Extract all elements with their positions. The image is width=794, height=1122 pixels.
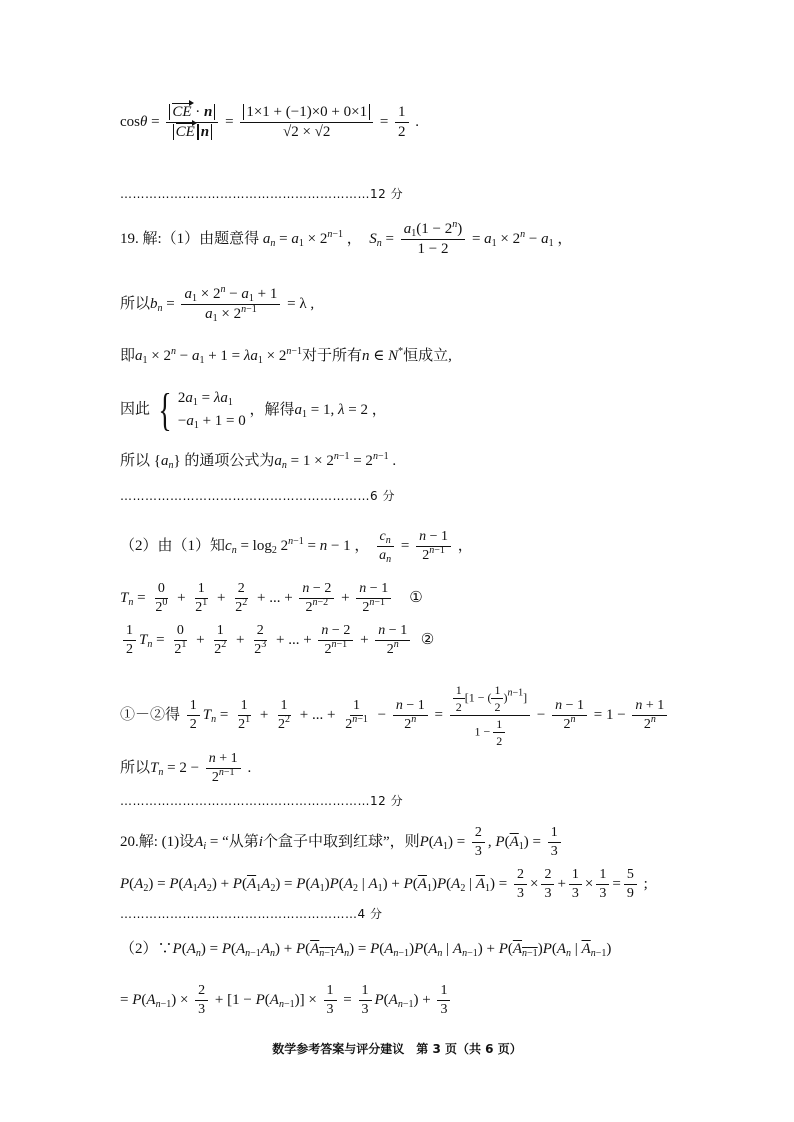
- so-general-a: 所以 {: [120, 453, 161, 469]
- score-12-b: ……………………………………………………12 分: [120, 794, 404, 808]
- q20-p2-line: $(2)\because P(A_n) = P(A_{n-1}A_n) + P(A_{n-1}A_n) = P(A_{n-1})P(A_n$ | $A_{n-1}) + P(A_{n-1})P(A_n$ | $\overline{A}_{n-1}$): [120, 941, 612, 959]
- q19-line1: 19. 解:（1）由题意得 $a_n = a_1 \times 2^{n-1}$ ， $S_n$ = $\frac{a_1(1 - 2^n)}{1 - 2}$ = $a_1 \times 2^n - a_1$ ，: [120, 219, 573, 257]
- q20-head: 20.解: (1)设: [120, 833, 195, 850]
- half-tn-line: $\frac{1}{2}$ $T_n$ = $\frac{0}{2^1}$ + $\frac{1}{2^2}$ + $\frac{2}{2^3}$ + ... + $\frac{n - 2}{2^{n-1}}$ + $\frac{n - 1}{2^n}$ ②: [120, 624, 434, 657]
- score-6: ……………………………………………………6 分: [120, 489, 395, 503]
- subtract-text: ①－②得: [120, 706, 181, 723]
- lambda-eq: = λ ,: [287, 295, 315, 312]
- cos-result-num: 1: [395, 105, 409, 123]
- q20-quote: “从第: [222, 833, 259, 850]
- q20-p2: （2）∵: [120, 941, 173, 957]
- so-bn-text: 所以: [120, 295, 151, 312]
- ji-text: 即: [120, 348, 136, 364]
- jiede-text: ，解得: [249, 401, 295, 418]
- q20-line1: 20.解: (1)设$A_i$ = “从第i个盒子中取到红球”，则$P(A_1)$ = $\frac{2}{3}$ , $P(\overline{A}_1)$ = $\frac{1}{3}$: [120, 826, 564, 859]
- q20-pa2-line: $P(A_2) = P(A_1A_2) + P(\overline{A}_1A_2) = P(A_1)P(A_2$ | $A_1) + P(\overline{A}_1)P(A_2$ | $\overline{A}_1$) = $\frac{2}{3}$ × $\frac{2}{3}$ + $\frac{1}{3}$ × $\frac{1}{3}$ = $\frac{5}{9}$ ;: [120, 867, 648, 901]
- q20-p2-cont: = $P(A_{n-1})$ × $\frac{2}{3}$ + $[1 - P(A_{n-1})]$ × $\frac{1}{3}$ = $\frac{1}{3}$ $P(A_{n-1})$ + $\frac{1}{3}$: [120, 984, 453, 1017]
- p2-head: （2）由（1）知: [120, 537, 226, 554]
- equation-system: { $2a_1 = \lambda a_1$ $-a_1 + 1 = 0$: [158, 384, 246, 435]
- ji-end: 恒成立,: [403, 348, 452, 364]
- q20-quote2: 个盒子中取到红球”，则: [262, 833, 420, 850]
- q19-label: 19. 解:（1）由题意得: [120, 230, 260, 247]
- tn-line: $T_n$ = $\frac{0}{2^0}$ + $\frac{1}{2^1}$ + $\frac{2}{2^2}$ + ... + $\frac{n - 2}{2^{n-2}}$ + $\frac{n - 1}{2^{n-1}}$ ①: [120, 581, 423, 615]
- score-4: …………………………………………………4 分: [120, 907, 383, 921]
- q19-general-line: 所以 $\{a_n\}$ 的通项公式为$a_n = 1 \times 2^{n-1} = 2^{n-1}$ .: [120, 451, 397, 471]
- p2-head-line: （2）由（1）知$c_n = \log_2 2^{n-1} = n - 1$ ， $\frac{c_n}{a_n}$ = $\frac{n - 1}{2^{n-1}}$ ，: [120, 529, 473, 565]
- score-12-a: ……………………………………………………12 分: [120, 187, 404, 201]
- circle-1: ①: [409, 587, 423, 606]
- circle-2: ②: [420, 629, 435, 648]
- q19-ji-line: 即$a_1 \times 2^n - a_1 + 1 = \lambda a_1 \times 2^{n-1}$对于所有n ∈ N*恒成立,: [120, 346, 452, 366]
- page-footer: 数学参考答案与评分建议 第 3 页（共 6 页）: [272, 1042, 522, 1056]
- so-tn-line: 所以$T_n = 2$ − $\frac{n + 1}{2^{n-1}}$ .: [120, 751, 252, 785]
- cos-result-den: 2: [398, 124, 406, 140]
- so-general-b: } 的通项公式为: [173, 453, 275, 469]
- ji-tail: 对于所有: [301, 348, 362, 364]
- so-tn-text: 所以: [120, 759, 151, 776]
- q19-bn-line: 所以$b_n$ = $\frac{a_1 \times 2^n - a_1 + 1}{a_1 \times 2^{n-1}}$ = λ ,: [120, 284, 315, 324]
- q19-system-line: 因此 { $2a_1 = \lambda a_1$ $-a_1 + 1 = 0$ ，解得$a_1 = 1$, λ = 2 ，: [120, 384, 387, 435]
- subtract-line: ①－②得 $\frac{1}{2}$ $T_n$ = $\frac{1}{2^1}$ + $\frac{1}{2^2}$ + ... + $\frac{1}{2^{n-1}}$ − $\frac{n - 1}{2^n}$ = $\frac{1}{2}$ [1 − ( $\frac{1}{2}$ )$^{n-1}$] 1 − $\frac{1}{2}$ − $\frac{n - 1}{2^n}$ = 1 − $\frac{n + 1}{2^n}$: [120, 684, 670, 747]
- cos-theta-line: cosθ = CE · n CE n = $\frac{1\times 1 + (-1)\times 0 + 0\times 1}{√2 \times √2}$ = $\frac{1}{2}$ .: [120, 104, 420, 140]
- yinci-text: 因此: [120, 401, 151, 418]
